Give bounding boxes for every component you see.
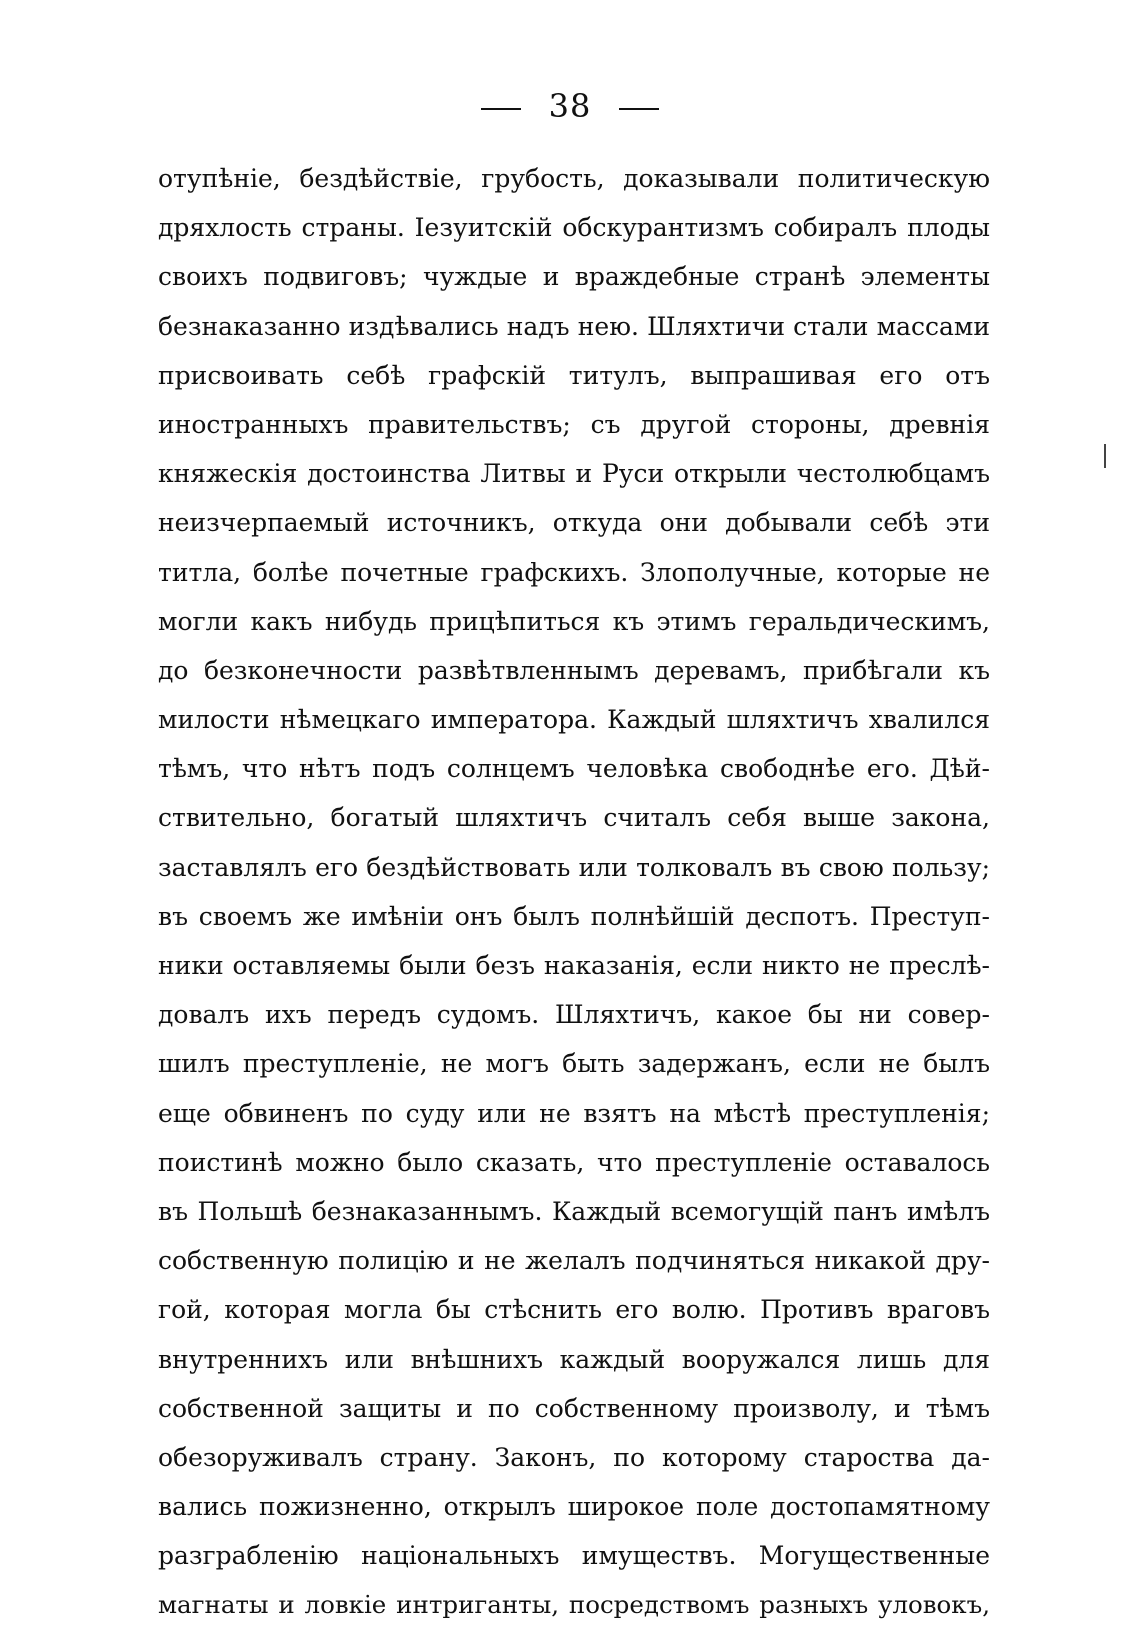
text-line: магнаты и ловкіе интриганты, посредствомъ разныхъ уловокъ, xyxy=(158,1590,990,1620)
text-line: вались пожизненно, открылъ широкое поле достопамятному xyxy=(158,1492,990,1522)
text-line: довалъ ихъ передъ судомъ. Шляхтичъ, какое бы ни совер- xyxy=(158,1000,990,1030)
scan-margin-mark xyxy=(1104,444,1106,468)
text-line: ники оставляемы были безъ наказанія, если никто не преслѣ- xyxy=(158,951,990,980)
text-line: княжескія достоинства Литвы и Руси открыли честолюбцамъ xyxy=(158,459,990,489)
header-dash-right xyxy=(619,108,659,110)
text-line: безнаказанно издѣвались надъ нею. Шляхтичи стали массами xyxy=(158,311,990,341)
text-line: до безконечности развѣтвленнымъ деревамъ, прибѣгали къ xyxy=(158,655,990,685)
text-line: гой, которая могла бы стѣснить его волю. Противъ враговъ xyxy=(158,1295,990,1325)
text-line: присвоивать себѣ графскій титулъ, выпрашивая его отъ xyxy=(158,360,990,390)
text-line: внутреннихъ или внѣшнихъ каждый вооружался лишь для xyxy=(158,1344,990,1374)
text-line: собственную полицію и не желалъ подчиняться никакой дру- xyxy=(158,1246,990,1276)
text-line: титла, болѣе почетные графскихъ. Злополучные, которые не xyxy=(158,557,990,587)
page-body-text xyxy=(158,154,990,1630)
text-line: своихъ подвиговъ; чуждые и враждебные странѣ элементы xyxy=(158,262,990,292)
page-header xyxy=(0,86,1140,126)
text-line: разграбленію національныхъ имуществъ. Могущественные xyxy=(158,1541,990,1571)
text-line: милости нѣмецкаго императора. Каждый шляхтичъ хвалился xyxy=(158,705,990,735)
header-dash-left xyxy=(481,108,521,110)
text-line: тѣмъ, что нѣтъ подъ солнцемъ человѣка свободнѣе его. Дѣй- xyxy=(158,754,990,784)
text-line: шилъ преступленіе, не могъ быть задержанъ, если не былъ xyxy=(158,1049,990,1079)
text-line: въ Польшѣ безнаказаннымъ. Каждый всемогущій панъ имѣлъ xyxy=(158,1196,990,1226)
page-number: 38 xyxy=(548,87,592,125)
text-line: дряхлость страны. Іезуитскій обскурантизмъ собиралъ плоды xyxy=(158,213,990,243)
text-line: поистинѣ можно было сказать, что преступленіе оставалось xyxy=(158,1147,990,1177)
text-line: неизчерпаемый источникъ, откуда они добывали себѣ эти xyxy=(158,508,990,538)
text-line: ствительно, богатый шляхтичъ считалъ себя выше закона, xyxy=(158,803,990,833)
text-line: иностранныхъ правительствъ; съ другой стороны, древнія xyxy=(158,409,990,439)
text-line: еще обвиненъ по суду или не взятъ на мѣстѣ преступленія; xyxy=(158,1098,990,1128)
text-line: заставлялъ его бездѣйствовать или толковалъ въ свою пользу; xyxy=(158,852,990,882)
text-line: отупѣніе, бездѣйствіе, грубость, доказывали политическую xyxy=(158,164,990,193)
text-line: въ своемъ же имѣніи онъ былъ полнѣйшій деспотъ. Преступ- xyxy=(158,901,990,931)
text-line: обезоруживалъ страну. Законъ, по которому староства да- xyxy=(158,1442,990,1472)
text-line: могли какъ нибудь прицѣпиться къ этимъ геральдическимъ, xyxy=(158,606,990,636)
text-line: собственной защиты и по собственному произволу, и тѣмъ xyxy=(158,1393,990,1423)
